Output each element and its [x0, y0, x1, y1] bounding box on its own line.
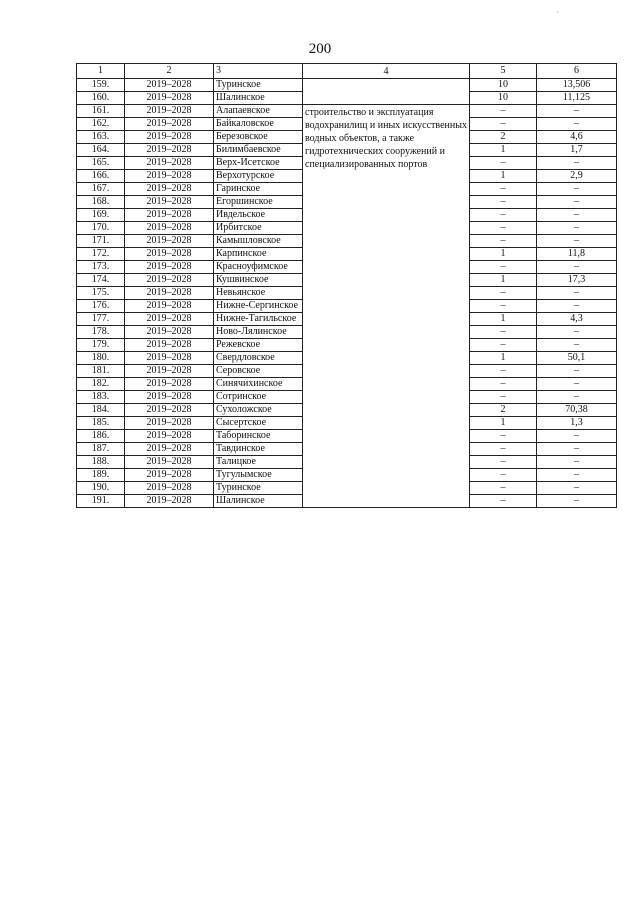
count: – [470, 378, 537, 391]
row-number: 168. [77, 196, 125, 209]
forestry-name: Кушвинское [214, 274, 303, 287]
forestry-name: Свердловское [214, 352, 303, 365]
table-row [77, 105, 617, 118]
row-number: 181. [77, 365, 125, 378]
purpose-text: строительство и эксплуатация водохранилищ и иных искусственных водных объектов, а также гидротехнических сооружений и специализированных портов [303, 105, 470, 508]
area: – [537, 326, 617, 339]
row-number: 175. [77, 287, 125, 300]
period: 2019–2028 [125, 456, 214, 469]
row-number: 187. [77, 443, 125, 456]
area: – [537, 235, 617, 248]
area: – [537, 339, 617, 352]
forest-plan-table [76, 63, 617, 508]
row-number: 160. [77, 92, 125, 105]
row-number: 159. [77, 79, 125, 92]
count: 10 [470, 79, 537, 92]
row-number: 161. [77, 105, 125, 118]
area: – [537, 105, 617, 118]
row-number: 182. [77, 378, 125, 391]
forestry-name: Верхотурское [214, 170, 303, 183]
row-number: 190. [77, 482, 125, 495]
forestry-name: Тугулымское [214, 469, 303, 482]
area: 2,9 [537, 170, 617, 183]
count: – [470, 339, 537, 352]
count: 1 [470, 352, 537, 365]
area: – [537, 300, 617, 313]
area: 1,3 [537, 417, 617, 430]
forestry-name: Ирбитское [214, 222, 303, 235]
count: 1 [470, 274, 537, 287]
area: – [537, 183, 617, 196]
period: 2019–2028 [125, 443, 214, 456]
area: – [537, 391, 617, 404]
area: – [537, 222, 617, 235]
purpose-empty [303, 79, 470, 105]
count: – [470, 495, 537, 508]
forestry-name: Гаринское [214, 183, 303, 196]
count: – [470, 365, 537, 378]
row-number: 163. [77, 131, 125, 144]
area: – [537, 443, 617, 456]
area: – [537, 482, 617, 495]
row-number: 179. [77, 339, 125, 352]
period: 2019–2028 [125, 131, 214, 144]
forestry-name: Синячихинское [214, 378, 303, 391]
area: – [537, 365, 617, 378]
forestry-name: Нижне-Тагильское [214, 313, 303, 326]
period: 2019–2028 [125, 482, 214, 495]
count: – [470, 157, 537, 170]
row-number: 173. [77, 261, 125, 274]
forestry-name: Шалинское [214, 92, 303, 105]
area: 11,8 [537, 248, 617, 261]
forestry-name: Таборинское [214, 430, 303, 443]
period: 2019–2028 [125, 79, 214, 92]
count: – [470, 391, 537, 404]
period: 2019–2028 [125, 235, 214, 248]
period: 2019–2028 [125, 157, 214, 170]
row-number: 162. [77, 118, 125, 131]
area: – [537, 287, 617, 300]
forestry-name: Туринское [214, 79, 303, 92]
forestry-name: Тавдинское [214, 443, 303, 456]
count: – [470, 222, 537, 235]
col-header-5: 5 [470, 64, 537, 79]
count: – [470, 287, 537, 300]
forestry-name: Шалинское [214, 495, 303, 508]
count: – [470, 261, 537, 274]
period: 2019–2028 [125, 495, 214, 508]
count: 1 [470, 144, 537, 157]
area: – [537, 456, 617, 469]
row-number: 183. [77, 391, 125, 404]
area: – [537, 261, 617, 274]
row-number: 177. [77, 313, 125, 326]
period: 2019–2028 [125, 183, 214, 196]
area: – [537, 118, 617, 131]
count: – [470, 183, 537, 196]
count: – [470, 326, 537, 339]
period: 2019–2028 [125, 391, 214, 404]
col-header-2: 2 [125, 64, 214, 79]
count: – [470, 469, 537, 482]
forestry-name: Нижне-Сергинское [214, 300, 303, 313]
count: – [470, 482, 537, 495]
count: – [470, 430, 537, 443]
count: 1 [470, 417, 537, 430]
page-number: 200 [308, 41, 332, 57]
count: 1 [470, 313, 537, 326]
count: – [470, 118, 537, 131]
scan-mark: · [556, 8, 559, 17]
header-row [77, 64, 617, 79]
count: – [470, 235, 537, 248]
forestry-name: Сотринское [214, 391, 303, 404]
period: 2019–2028 [125, 222, 214, 235]
period: 2019–2028 [125, 430, 214, 443]
col-header-1: 1 [77, 64, 125, 79]
count: – [470, 209, 537, 222]
area: 1,7 [537, 144, 617, 157]
row-number: 172. [77, 248, 125, 261]
forestry-name: Егоршинское [214, 196, 303, 209]
count: – [470, 456, 537, 469]
area: 4,6 [537, 131, 617, 144]
period: 2019–2028 [125, 365, 214, 378]
area: – [537, 157, 617, 170]
area: 17,3 [537, 274, 617, 287]
row-number: 166. [77, 170, 125, 183]
row-number: 164. [77, 144, 125, 157]
count: – [470, 300, 537, 313]
period: 2019–2028 [125, 196, 214, 209]
forestry-name: Режевское [214, 339, 303, 352]
row-number: 165. [77, 157, 125, 170]
row-number: 180. [77, 352, 125, 365]
area: – [537, 495, 617, 508]
forestry-name: Талицкое [214, 456, 303, 469]
forestry-name: Ново-Лялинское [214, 326, 303, 339]
period: 2019–2028 [125, 118, 214, 131]
area: 4,3 [537, 313, 617, 326]
count: – [470, 105, 537, 118]
area: 11,125 [537, 92, 617, 105]
table-body [77, 79, 617, 508]
period: 2019–2028 [125, 209, 214, 222]
area: – [537, 209, 617, 222]
forestry-name: Красноуфимское [214, 261, 303, 274]
forestry-name: Карпинское [214, 248, 303, 261]
area: – [537, 378, 617, 391]
count: 1 [470, 170, 537, 183]
row-number: 189. [77, 469, 125, 482]
area: 13,506 [537, 79, 617, 92]
count: – [470, 196, 537, 209]
period: 2019–2028 [125, 105, 214, 118]
row-number: 186. [77, 430, 125, 443]
col-header-3: 3 [214, 64, 303, 79]
forestry-name: Сысертское [214, 417, 303, 430]
period: 2019–2028 [125, 170, 214, 183]
forestry-name: Верх-Исетское [214, 157, 303, 170]
row-number: 188. [77, 456, 125, 469]
forestry-name: Березовское [214, 131, 303, 144]
forestry-name: Билимбаевское [214, 144, 303, 157]
row-number: 191. [77, 495, 125, 508]
period: 2019–2028 [125, 144, 214, 157]
forestry-name: Невьянское [214, 287, 303, 300]
forestry-name: Алапаевское [214, 105, 303, 118]
period: 2019–2028 [125, 274, 214, 287]
count: 10 [470, 92, 537, 105]
forestry-name: Туринское [214, 482, 303, 495]
count: 2 [470, 404, 537, 417]
area: – [537, 430, 617, 443]
area: 50,1 [537, 352, 617, 365]
area: – [537, 196, 617, 209]
forestry-name: Байкаловское [214, 118, 303, 131]
area: – [537, 469, 617, 482]
row-number: 178. [77, 326, 125, 339]
period: 2019–2028 [125, 352, 214, 365]
row-number: 171. [77, 235, 125, 248]
row-number: 169. [77, 209, 125, 222]
row-number: 167. [77, 183, 125, 196]
row-number: 170. [77, 222, 125, 235]
period: 2019–2028 [125, 378, 214, 391]
count: – [470, 443, 537, 456]
period: 2019–2028 [125, 339, 214, 352]
period: 2019–2028 [125, 300, 214, 313]
area: 70,38 [537, 404, 617, 417]
period: 2019–2028 [125, 404, 214, 417]
forestry-name: Сухоложское [214, 404, 303, 417]
row-number: 185. [77, 417, 125, 430]
period: 2019–2028 [125, 287, 214, 300]
forestry-name: Камышловское [214, 235, 303, 248]
forestry-name: Серовское [214, 365, 303, 378]
row-number: 174. [77, 274, 125, 287]
period: 2019–2028 [125, 248, 214, 261]
table-row [77, 79, 617, 92]
count: 2 [470, 131, 537, 144]
row-number: 184. [77, 404, 125, 417]
period: 2019–2028 [125, 417, 214, 430]
col-header-4: 4 [303, 64, 470, 79]
period: 2019–2028 [125, 92, 214, 105]
row-number: 176. [77, 300, 125, 313]
forestry-name: Ивдельское [214, 209, 303, 222]
period: 2019–2028 [125, 326, 214, 339]
period: 2019–2028 [125, 313, 214, 326]
count: 1 [470, 248, 537, 261]
col-header-6: 6 [537, 64, 617, 79]
period: 2019–2028 [125, 261, 214, 274]
period: 2019–2028 [125, 469, 214, 482]
